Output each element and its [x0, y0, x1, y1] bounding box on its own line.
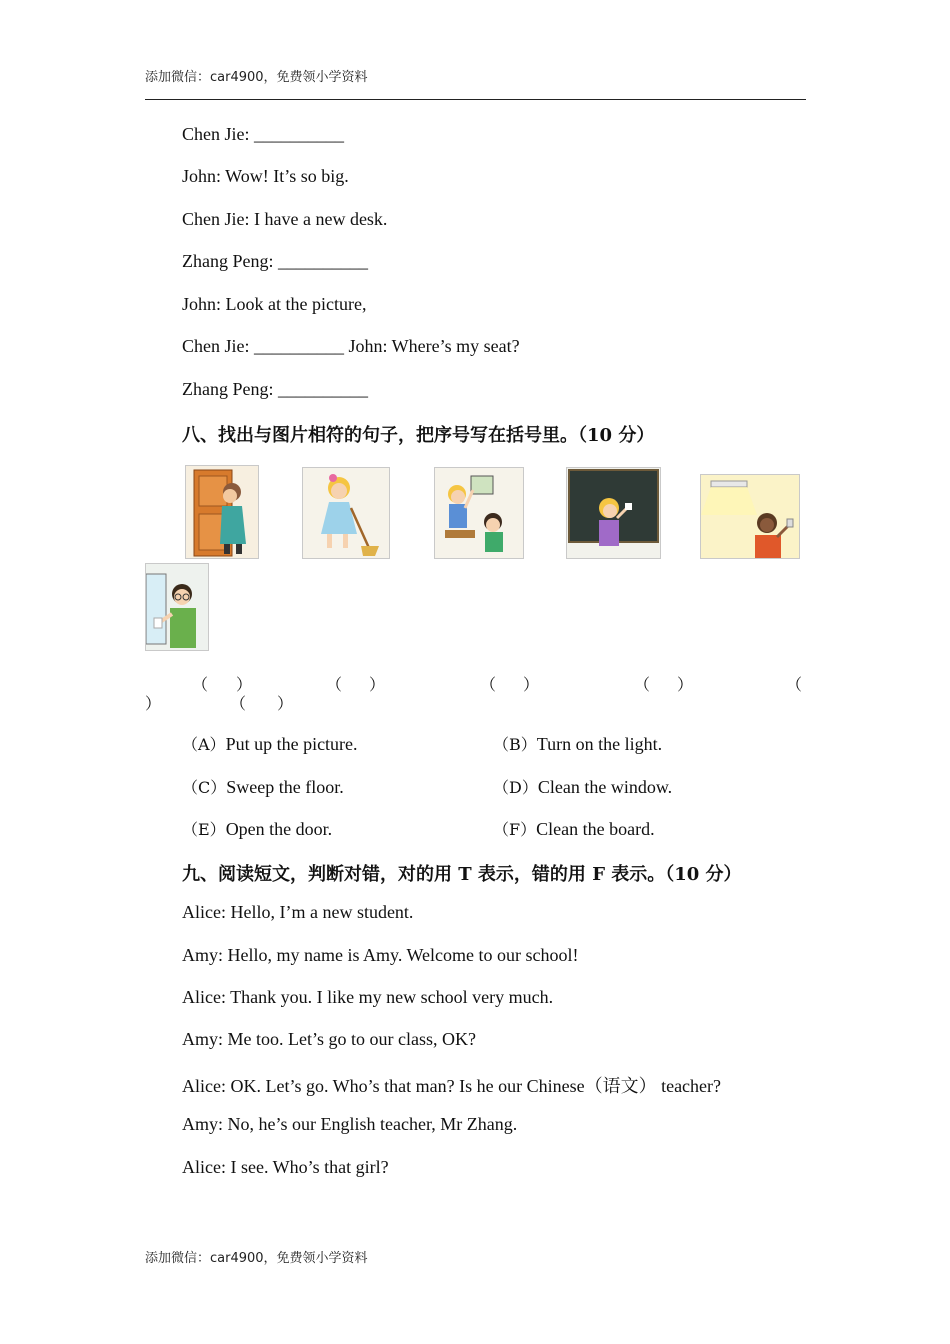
answer-bracket-close: ）	[369, 675, 386, 694]
option-tag: （F）	[493, 820, 537, 839]
answer-bracket-open: （	[480, 675, 497, 694]
passage-line: Alice: Hello, I’m a new student.	[182, 902, 414, 922]
option-text: Put up the picture.	[225, 734, 358, 754]
answer-bracket-close: ）	[236, 675, 253, 694]
picture-put-up-picture	[434, 467, 524, 559]
picture-sweep-floor	[302, 467, 390, 559]
picture-open-door	[185, 465, 259, 559]
picture-clean-board	[566, 467, 661, 559]
section-9-heading: 九、阅读短文，判断对错，对的用 T 表示，错的用 F 表示。（10 分）	[182, 864, 742, 885]
passage-line: Alice: OK. Let’s go. Who’s that man? Is he our Chinese（语文） teacher?	[182, 1076, 722, 1096]
answer-bracket-close: ）	[145, 694, 162, 713]
option-tag: （E）	[182, 820, 226, 839]
option-tag: （C）	[182, 778, 227, 797]
option-f	[493, 817, 655, 840]
answer-bracket-open: （	[326, 675, 343, 694]
answer-bracket-open: （	[230, 694, 247, 713]
answer-bracket-close: ）	[523, 675, 540, 694]
option-b	[493, 732, 662, 755]
page-header: 添加微信：car4900，免费领小学资料	[145, 70, 368, 85]
option-text: Clean the board.	[536, 819, 655, 839]
option-text: Open the door.	[225, 819, 333, 839]
dialogue-line: Chen Jie: __________	[182, 124, 344, 144]
dialogue-line: Zhang Peng: __________	[182, 379, 368, 399]
passage-line: Amy: Hello, my name is Amy. Welcome to our school!	[182, 945, 579, 965]
header-divider	[145, 99, 806, 100]
picture-clean-window	[145, 563, 209, 651]
option-c	[182, 775, 344, 798]
answer-bracket-close: ）	[277, 694, 294, 713]
picture-turn-on-light	[700, 474, 800, 559]
dialogue-line: Zhang Peng: __________	[182, 251, 368, 271]
option-text: Clean the window.	[537, 777, 673, 797]
answer-bracket-open: （	[634, 675, 651, 694]
option-a	[182, 732, 358, 755]
option-e	[182, 817, 332, 840]
option-tag: （B）	[493, 735, 537, 754]
dialogue-line: John: Look at the picture,	[182, 294, 367, 314]
dialogue-line: Chen Jie: I have a new desk.	[182, 209, 388, 229]
passage-line: Alice: Thank you. I like my new school very much.	[182, 987, 554, 1007]
option-tag: （A）	[182, 735, 226, 754]
option-text: Turn on the light.	[536, 734, 663, 754]
passage-line: Amy: Me too. Let’s go to our class, OK?	[182, 1029, 476, 1049]
passage-line: Alice: I see. Who’s that girl?	[182, 1157, 389, 1177]
dialogue-line: John: Wow! It’s so big.	[182, 166, 349, 186]
answer-bracket-open: （	[786, 675, 803, 694]
option-d	[493, 775, 672, 798]
option-text: Sweep the floor.	[226, 777, 344, 797]
option-tag: （D）	[493, 778, 538, 797]
section-8-heading: 八、找出与图片相符的句子，把序号写在括号里。（10 分）	[182, 425, 655, 446]
answer-bracket-close: ）	[677, 675, 694, 694]
page-footer: 添加微信：car4900，免费领小学资料	[145, 1251, 368, 1266]
passage-line: Amy: No, he’s our English teacher, Mr Zhang.	[182, 1114, 518, 1134]
dialogue-line: Chen Jie: __________ John: Where’s my seat?	[182, 336, 520, 356]
answer-bracket-open: （	[192, 675, 209, 694]
